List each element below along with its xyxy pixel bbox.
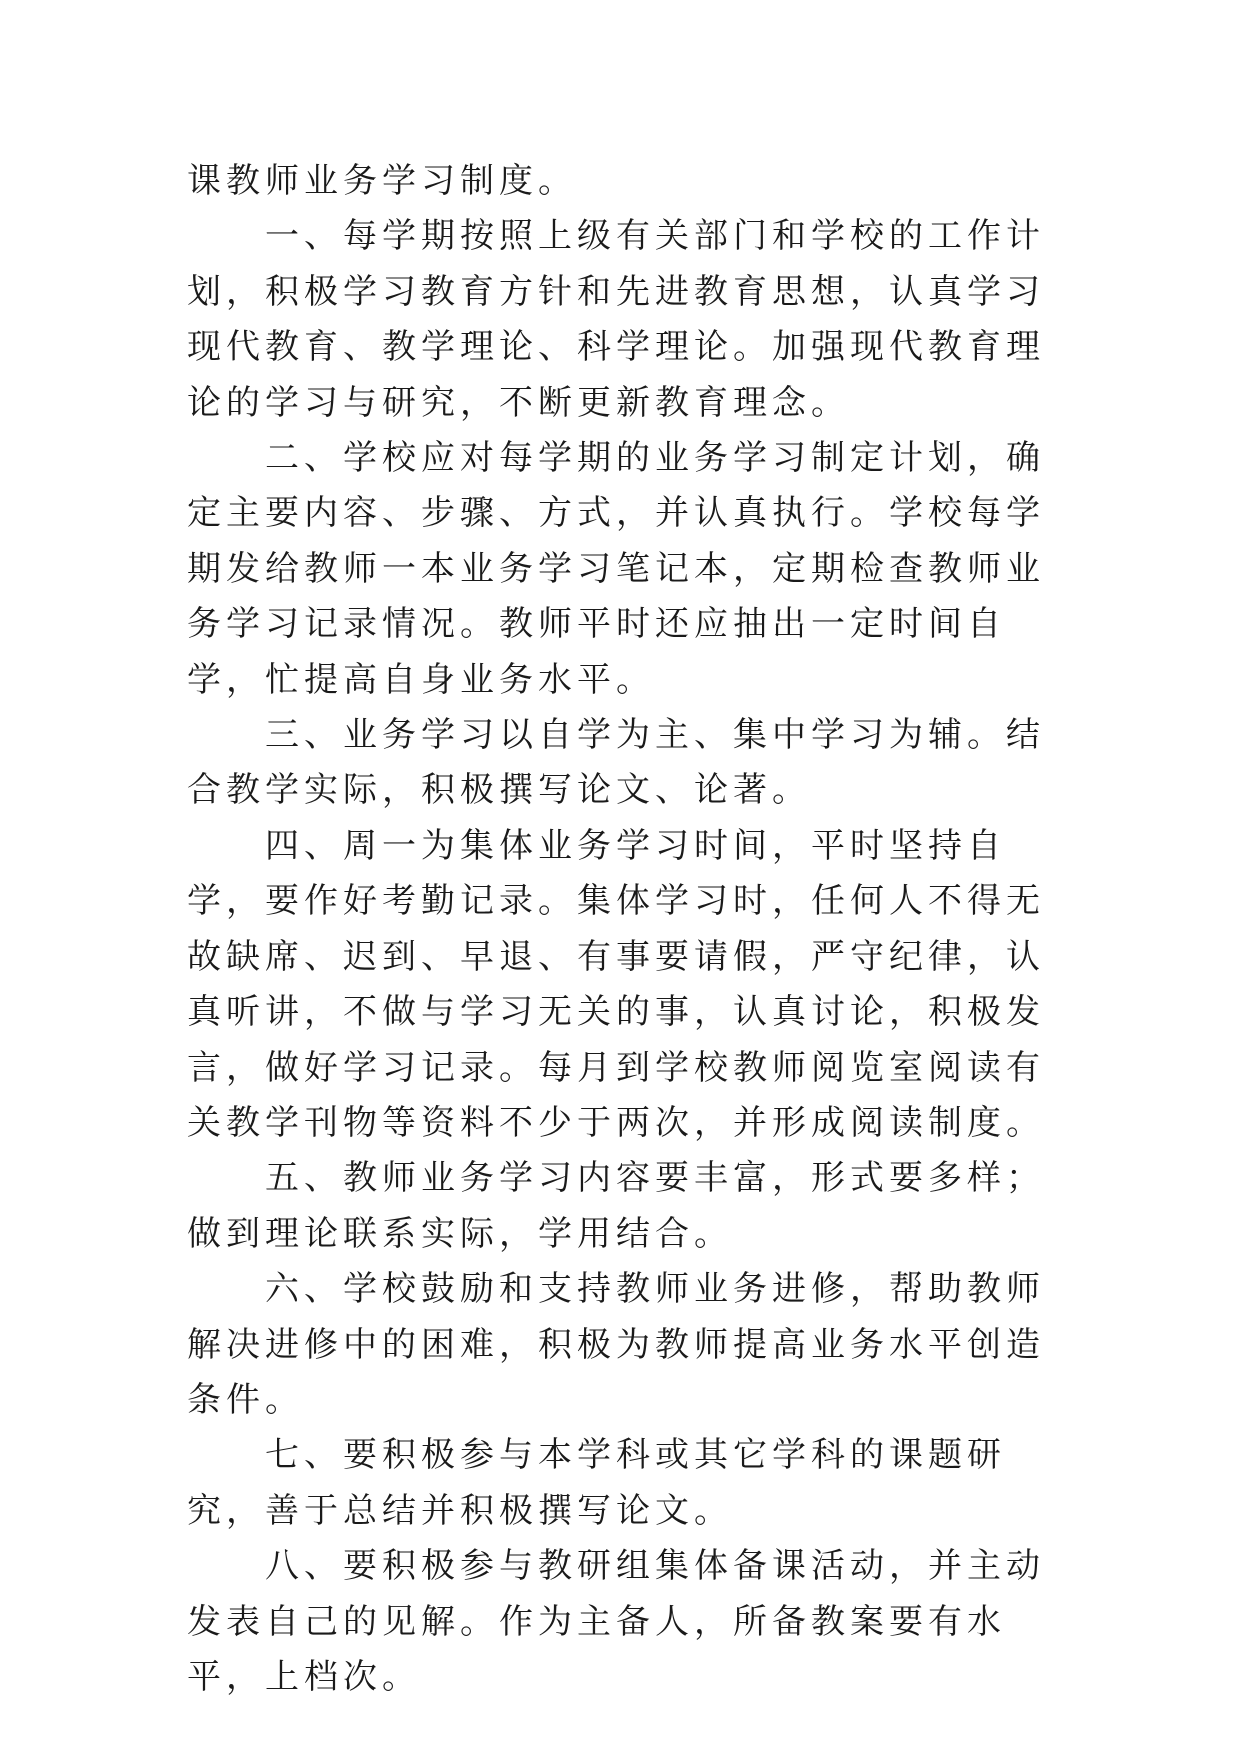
paragraph-item-7: 七、要积极参与本学科或其它学科的课题研究，善于总结并积极撰写论文。 — [187, 1435, 1006, 1531]
paragraph-item-5: 五、教师业务学习内容要丰富，形式要多样；做到理论联系实际，学用结合。 — [187, 1158, 1045, 1254]
paragraph-item-8: 八、要积极参与教研组集体备课活动，并主动发表自己的见解。作为主备人，所备教案要有水平，上档次。 — [187, 1546, 1045, 1697]
paragraph-continuation: 课教师业务学习制度。 — [187, 161, 577, 201]
paragraph-item-1: 一、每学期按照上级有关部门和学校的工作计划，积极学习教育方针和先进教育思想，认真学习现代教育、教学理论、科学理论。加强现代教育理论的学习与研究，不断更新教育理念。 — [187, 216, 1045, 423]
paragraph-item-6: 六、学校鼓励和支持教师业务进修，帮助教师解决进修中的困难，积极为教师提高业务水平创造条件。 — [187, 1269, 1045, 1420]
paragraph-item-2: 二、学校应对每学期的业务学习制定计划，确定主要内容、步骤、方式，并认真执行。学校每学期发给教师一本业务学习笔记本，定期检查教师业务学习记录情况。教师平时还应抽出一定时间自学，忙提高自身业务水平。 — [187, 438, 1045, 700]
document-body — [187, 154, 1067, 1705]
paragraph-item-4: 四、周一为集体业务学习时间，平时坚持自学，要作好考勤记录。集体学习时，任何人不得无故缺席、迟到、早退、有事要请假，严守纪律，认真听讲，不做与学习无关的事，认真讨论，积极发言，做好学习记录。每月到学校教师阅览室阅读有关教学刊物等资料不少于两次，并形成阅读制度。 — [187, 825, 1045, 1143]
paragraph-item-3: 三、业务学习以自学为主、集中学习为辅。结合教学实际，积极撰写论文、论著。 — [187, 715, 1045, 811]
